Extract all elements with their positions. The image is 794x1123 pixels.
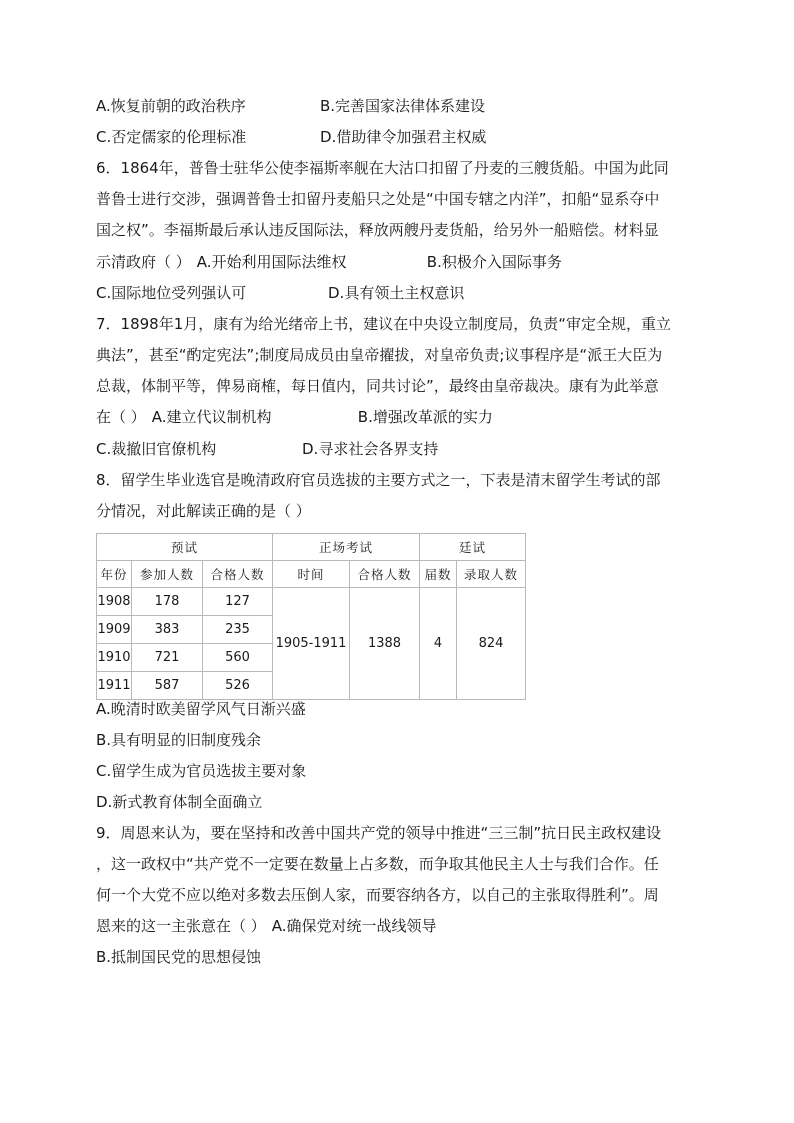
q6-stem-line-1: 6．1864年，普鲁士驻华公使李福斯率舰在大沽口扣留了丹麦的三艘货船。中国为此同 (96, 159, 669, 177)
q6-stem-end: 示清政府（ ） (96, 253, 191, 271)
table-cell-time-merged: 1905-1911 (273, 588, 350, 700)
q7-stem-line-1: 7．1898年1月，康有为给光绪帝上书，建议在中央设立制度局，负责“审定全规，重立 (96, 315, 672, 333)
table-cell-qualified: 526 (203, 672, 273, 700)
table-cell-qualified: 127 (203, 588, 273, 616)
q5-option-d: D.借助律令加强君主权威 (320, 128, 487, 146)
q7-options-row-2 (96, 439, 438, 459)
q7-option-a: A.建立代议制机构 (151, 408, 272, 426)
table-cell-year: 1909 (97, 616, 132, 644)
q7-option-d: D.寻求社会各界支持 (302, 440, 439, 458)
q9-stem-line-4 (96, 916, 437, 936)
q6-stem-line-2: 普鲁士进行交涉，强调普鲁士扣留丹麦船只之处是“中国专辖之内洋”，扣船“显系夺中 (96, 190, 660, 208)
q5-options-row-2 (96, 127, 486, 147)
table-sub-header-row (97, 561, 526, 588)
q5-option-a: A.恢复前朝的政治秩序 (96, 97, 246, 115)
q6-option-a: A.开始利用国际法维权 (196, 253, 347, 271)
table-header-admitted: 录取人数 (457, 561, 526, 588)
table-group-header-preliminary: 预试 (97, 534, 273, 561)
table-cell-year: 1908 (97, 588, 132, 616)
q8-option-c: C.留学生成为官员选拔主要对象 (96, 762, 307, 780)
table-cell-participants: 587 (132, 672, 203, 700)
q7-stem-line-2: 典法”，甚至“酌定宪法”;制度局成员由皇帝擢拔，对皇帝负责;议事程序是“派王大臣为 (96, 346, 663, 364)
table-group-header-row (97, 534, 526, 561)
table-header-qualified: 合格人数 (203, 561, 273, 588)
q5-option-b: B.完善国家法律体系建设 (320, 97, 486, 115)
q7-stem-line-4 (96, 407, 493, 427)
table-cell-participants: 178 (132, 588, 203, 616)
q6-option-c: C.国际地位受列强认可 (96, 284, 247, 302)
q7-option-c: C.裁撤旧官僚机构 (96, 440, 217, 458)
q6-option-d: D.具有领土主权意识 (328, 284, 465, 302)
table-header-time: 时间 (273, 561, 350, 588)
table-cell-year: 1910 (97, 644, 132, 672)
q7-option-b: B.增强改革派的实力 (357, 408, 493, 426)
table-cell-participants: 383 (132, 616, 203, 644)
table-row (97, 588, 526, 616)
q9-stem-end: 恩来的这一主张意在（ ） (96, 917, 266, 935)
table-cell-year: 1911 (97, 672, 132, 700)
table-header-main-qualified: 合格人数 (350, 561, 420, 588)
table-cell-admitted-merged: 824 (457, 588, 526, 700)
q8-option-a: A.晚清时欧美留学风气日渐兴盛 (96, 700, 306, 718)
q9-stem-line-1: 9．周恩来认为，要在坚持和改善中国共产党的领导中推进“三三制”抗日民主政权建设 (96, 824, 662, 842)
table-group-header-palace-exam: 廷试 (420, 534, 526, 561)
table-header-year: 年份 (97, 561, 132, 588)
q8-stem-line-1: 8．留学生毕业选官是晚清政府官员选拔的主要方式之一，下表是清末留学生考试的部 (96, 471, 661, 489)
table-cell-main-qualified-merged: 1388 (350, 588, 420, 700)
q9-option-a: A.确保党对统一战线领导 (271, 917, 437, 935)
q8-option-b: B.具有明显的旧制度残余 (96, 731, 262, 749)
table-cell-participants: 721 (132, 644, 203, 672)
table-cell-sessions-merged: 4 (420, 588, 457, 700)
q6-stem-line-4 (96, 252, 562, 272)
table-cell-qualified: 235 (203, 616, 273, 644)
table-header-participants: 参加人数 (132, 561, 203, 588)
q8-stem-line-2: 分情况，对此解读正确的是（ ） (96, 502, 311, 520)
q5-option-c: C.否定儒家的伦理标准 (96, 128, 247, 146)
q6-options-row-2 (96, 283, 464, 303)
q9-stem-line-3: 何一个大党不应以绝对多数去压倒人家，而要容纳各方，以自己的主张取得胜利”。周 (96, 886, 659, 904)
q9-option-b: B.抵制国民党的思想侵蚀 (96, 948, 262, 966)
table-header-sessions: 届数 (420, 561, 457, 588)
table-cell-qualified: 560 (203, 644, 273, 672)
q8-option-d: D.新式教育体制全面确立 (96, 793, 263, 811)
table-group-header-main-exam: 正场考试 (273, 534, 420, 561)
q5-options-row-1 (96, 96, 485, 116)
q6-option-b: B.积极介入国际事务 (426, 253, 562, 271)
q7-stem-line-3: 总裁，体制平等，俾易商榷，每日值内，同共讨论”，最终由皇帝裁决。康有为此举意 (96, 377, 659, 395)
q6-stem-line-3: 国之权”。李福斯最后承认违反国际法，释放两艘丹麦货船，给另外一船赔偿。材料显 (96, 221, 659, 239)
q9-stem-line-2: ，这一政权中“共产党不一定要在数量上占多数，而争取其他民主人士与我们合作。任 (96, 855, 659, 873)
exam-table (96, 533, 526, 700)
q7-stem-end: 在（ ） (96, 408, 146, 426)
